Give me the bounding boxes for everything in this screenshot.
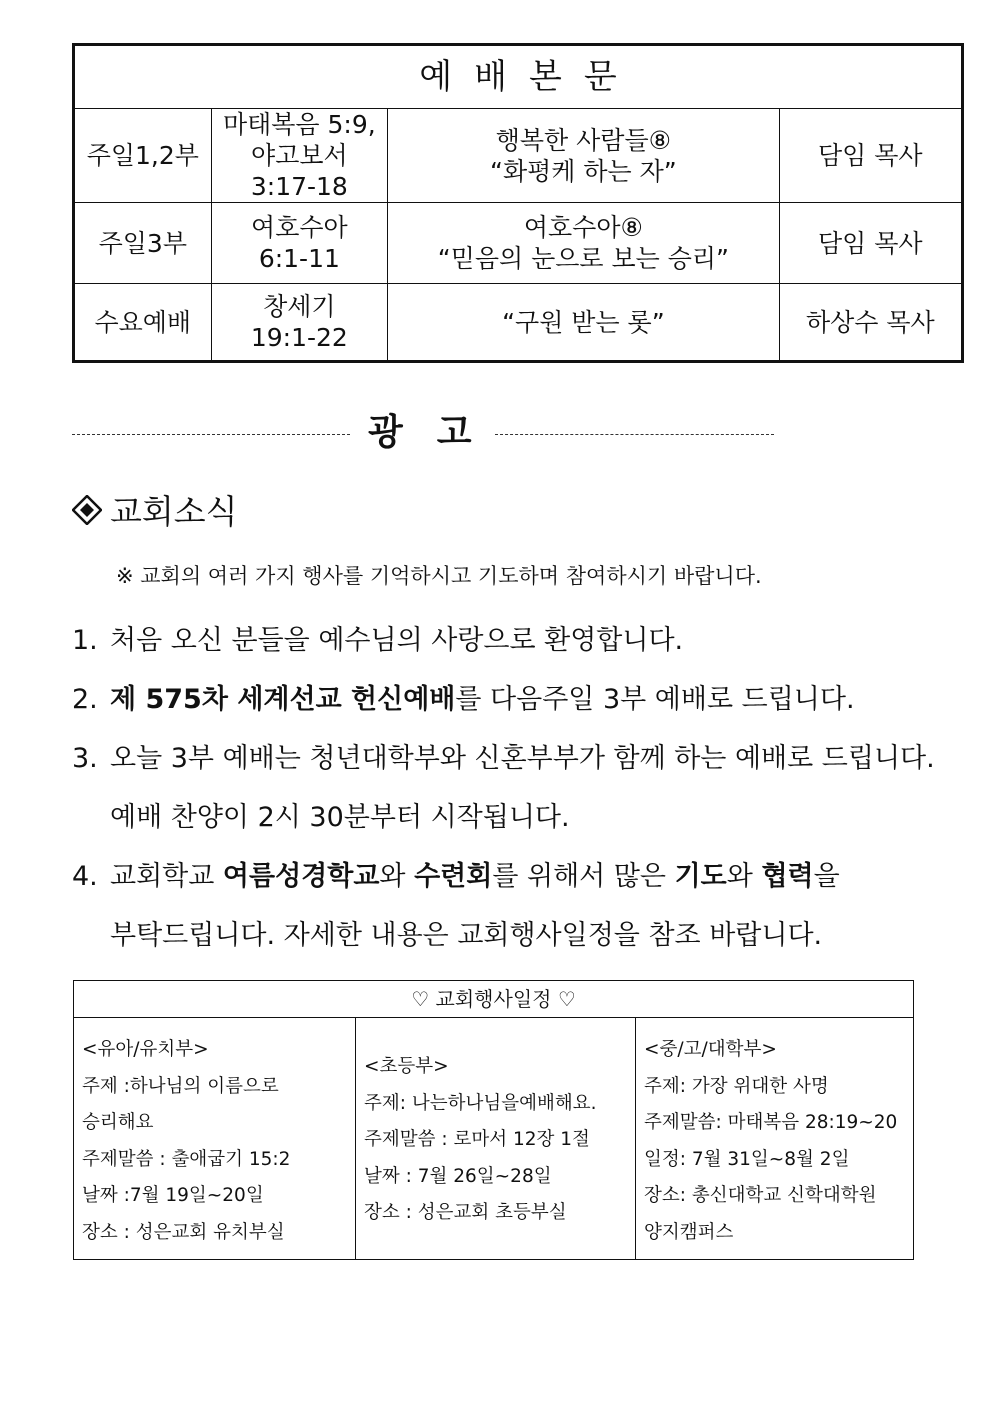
passage-line: 마태복음 5:9, <box>222 110 376 139</box>
announcement-item <box>72 677 855 716</box>
item-text: 처음 오신 분들을 예수님의 사랑으로 환영합니다. <box>110 625 684 656</box>
worship-table-title: 예배본문 <box>74 45 963 109</box>
church-news-heading <box>72 486 238 533</box>
item-text: 를 위해서 많은 <box>492 861 675 892</box>
service-name: 수요예배 <box>74 284 212 362</box>
preacher: 담임 목사 <box>779 203 962 284</box>
table-row <box>74 284 963 362</box>
announcement-item <box>72 854 840 893</box>
announcement-item <box>72 736 935 775</box>
sermon-line: “믿음의 눈으로 보는 승리” <box>437 244 729 273</box>
item-text-bold: 협력 <box>761 861 814 892</box>
event-line: 일정: 7월 31일~8월 2일 <box>644 1148 850 1170</box>
scripture-passage <box>211 109 388 203</box>
table-row <box>74 109 963 203</box>
event-line: 장소 : 성은교회 초등부실 <box>364 1202 567 1223</box>
table-row <box>74 203 963 284</box>
sermon-line: 행복한 사람들⑧ <box>495 125 672 155</box>
item-text: 와 <box>379 861 415 892</box>
item-number: 4. <box>72 861 98 892</box>
announcement-item-continued <box>110 795 570 834</box>
item-text: 부탁드립니다. 자세한 내용은 교회행사일정을 참조 바랍니다. <box>110 920 823 951</box>
announcements-header <box>72 404 774 454</box>
sermon-title <box>388 109 780 203</box>
announcement-item <box>72 618 683 657</box>
passage-line: 야고보서 <box>251 141 348 170</box>
event-line: 주제말씀 : 출애굽기 15:2 <box>82 1148 291 1170</box>
item-number: 1. <box>72 625 98 656</box>
preacher: 담임 목사 <box>779 109 962 203</box>
worship-table <box>72 43 964 363</box>
item-text-bold: 수련회 <box>414 861 493 892</box>
sermon-line: “화평케 하는 자” <box>490 156 677 186</box>
church-news-label: 교회소식 <box>110 492 238 531</box>
item-text: 을 <box>813 861 840 892</box>
event-line: 승리해요 <box>82 1112 154 1133</box>
event-line: 장소: 총신대학교 신학대학원 <box>644 1185 877 1206</box>
event-schedule-box <box>73 980 914 1260</box>
item-text: 예배 찬양이 2시 30분부터 시작됩니다. <box>110 802 570 833</box>
item-text: 교회학교 <box>110 861 223 892</box>
item-text-bold: 제 575차 세계선교 헌신예배 <box>110 684 456 715</box>
item-number: 3. <box>72 743 98 774</box>
event-line: 날짜 :7월 19일~20일 <box>82 1185 264 1206</box>
passage-line: 6:1-11 <box>258 244 340 273</box>
item-text-bold: 기도 <box>674 861 727 892</box>
event-line: <중/고/대학부> <box>644 1039 777 1060</box>
sermon-line: 여호수아⑧ <box>523 213 643 242</box>
item-text: 를 다음주일 3부 예배로 드립니다. <box>455 684 855 715</box>
passage-line: 3:17-18 <box>250 172 348 201</box>
scripture-passage <box>211 284 388 362</box>
diamond-bullet-icon <box>72 495 102 525</box>
dashed-divider <box>495 434 774 435</box>
dashed-divider <box>72 434 350 435</box>
event-line: 주제: 가장 위대한 사명 <box>644 1075 829 1097</box>
passage-line: 19:1-22 <box>250 323 348 352</box>
event-line: <유아/유치부> <box>82 1039 209 1060</box>
event-line: 주제 :하나님의 이름으로 <box>82 1075 279 1097</box>
sermon-title <box>388 284 780 362</box>
scripture-passage <box>211 203 388 284</box>
item-text-bold: 여름성경학교 <box>222 861 380 892</box>
preacher: 하상수 목사 <box>779 284 962 362</box>
event-line: 날짜 : 7월 26일~28일 <box>364 1165 552 1187</box>
event-column-elementary <box>355 1018 635 1260</box>
event-schedule-title: ♡ 교회행사일정 ♡ <box>74 981 913 1018</box>
sermon-title <box>388 203 780 284</box>
event-line: 주제말씀: 마태복음 28:19~20 <box>644 1112 898 1133</box>
event-line: 양지캠퍼스 <box>644 1221 734 1243</box>
service-name: 주일3부 <box>74 203 212 284</box>
sermon-line: “구원 받는 롯” <box>502 307 665 337</box>
passage-line: 창세기 <box>263 292 336 321</box>
event-columns <box>74 1018 913 1260</box>
event-column-youth <box>635 1018 912 1260</box>
item-text: 와 <box>726 861 762 892</box>
event-line: 장소 : 성은교회 유치부실 <box>82 1221 285 1243</box>
announcement-note: ※ 교회의 여러 가지 행사를 기억하시고 기도하며 참여하시기 바랍니다. <box>116 564 762 588</box>
event-line: <초등부> <box>364 1056 449 1077</box>
service-name: 주일1,2부 <box>74 109 212 203</box>
event-line: 주제: 나는하나님을예배해요. <box>364 1092 597 1114</box>
item-text: 오늘 3부 예배는 청년대학부와 신혼부부가 함께 하는 예배로 드립니다. <box>110 743 935 774</box>
announcement-item-continued <box>110 913 822 952</box>
announcements-title: 광고 <box>368 412 506 453</box>
event-column-kindergarten <box>74 1018 355 1260</box>
item-number: 2. <box>72 684 98 715</box>
event-line: 주제말씀 : 로마서 12장 1절 <box>364 1129 590 1150</box>
passage-line: 여호수아 <box>251 213 348 242</box>
